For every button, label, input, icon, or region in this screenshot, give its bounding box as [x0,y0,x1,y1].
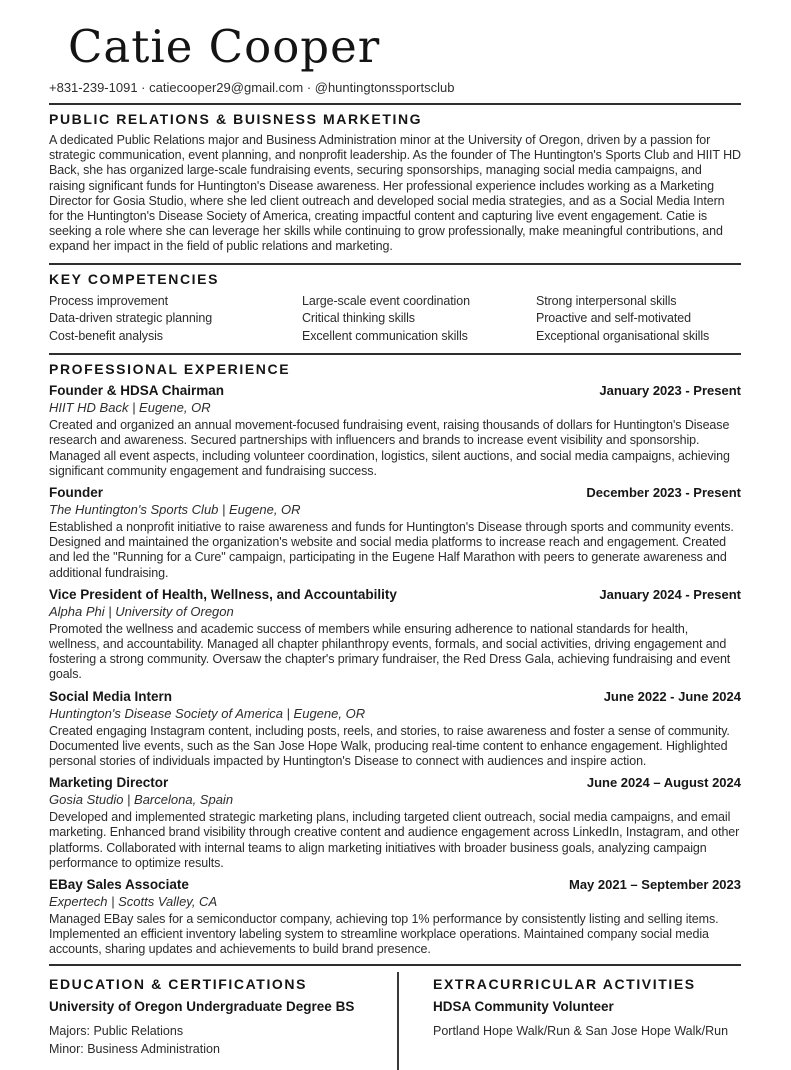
job-company: Expertech | Scotts Valley, CA [49,893,218,909]
education-degree: University of Oregon Undergraduate Degree BS [49,998,355,1014]
competency-item: Strong interpersonal skills [536,293,677,308]
job-title: Vice President of Health, Wellness, and Accountability [49,586,397,602]
job-list [49,383,741,957]
job-company: Alpha Phi | University of Oregon [49,603,234,619]
competency-item: Proactive and self-motivated [536,311,691,326]
divider-bottom [49,964,741,966]
job-description: Created and organized an annual movement-focused fundraising event, raising thousands of dollars for Huntington's Disease research and awareness. Secured partnerships with influencers and brands to increase event visibility and sponsorship. Managed all event aspects, including volunteer coordination, logistics, silent auctions, and social media campaigns, achieving significant community engagement and fundraising success. [49,418,730,478]
education-section [49,972,399,1070]
competencies-grid [49,293,741,346]
job-header [49,689,741,705]
job-date: December 2023 - Present [586,484,741,500]
job-header [49,485,741,501]
competency-item: Critical thinking skills [302,311,415,326]
job-company: The Huntington's Sports Club | Eugene, OR [49,501,301,517]
competencies-section [49,271,741,346]
job-date: January 2023 - Present [599,383,741,399]
competencies-column-1 [49,293,302,346]
job-description: Developed and implemented strategic marketing plans, including targeted client outreach, social media campaigns, and email marketing. Enhanced brand visibility through creative content and audience engagement across LinkedIn, Instagram, and other platforms. Collaborated with internal teams to align marketing initiatives with broader business goals, analyzing campaign performance to optimize results. [49,810,740,870]
job-title: Founder & HDSA Chairman [49,383,225,399]
job-header [49,587,741,603]
competencies-column-2 [302,293,536,346]
extracurricular-heading: EXTRACURRICULAR ACTIVITIES [433,975,696,992]
job-title: EBay Sales Associate [49,876,189,892]
job-header [49,877,741,893]
competency-item: Process improvement [49,293,168,308]
divider-top [49,103,741,105]
job-title: Marketing Director [49,775,169,791]
competency-item: Data-driven strategic planning [49,311,213,326]
competencies-heading: KEY COMPETENCIES [49,270,220,287]
education-major: Majors: Public Relations [49,1023,184,1038]
job-header [49,383,741,399]
competency-item: Excellent communication skills [302,328,468,343]
person-name: Catie Cooper [68,20,381,73]
job-entry [49,383,741,479]
job-company: Gosia Studio | Barcelona, Spain [49,792,234,808]
experience-section [49,361,741,957]
profile-summary: A dedicated Public Relations major and Business Administration minor at the University of Oregon, driven by a passion for strategic communication, event planning, and nonprofit leadership. As the founder of The Huntington's Sports Club and HIIT HD Back, she has organized large-scale fundraising events, securing sponsorships, managing social media campaigns, and raising significant funds for Huntington's Disease awareness. Her professional experience includes working as a Marketing Director for Gosia Studio, where she led client outreach and developed social media strategies, and as a Social Media Intern for the Huntington's Disease Society of America, creating impactful content and capturing live event engagement. Catie is seeking a role where she can leverage her skills while continuing to grow professionally, make meaningful contributions, and expand her impact in the field of public relations and marketing. [49,133,741,254]
job-title: Founder [49,484,103,500]
bottom-sections [49,972,741,1070]
job-entry [49,877,741,958]
competency-item: Exceptional organisational skills [536,328,710,343]
extracurricular-section [399,972,741,1070]
education-minor: Minor: Business Administration [49,1041,220,1056]
job-header [49,775,741,791]
divider-experience [49,353,741,355]
job-date: June 2024 – August 2024 [586,775,741,791]
job-entry [49,689,741,770]
job-date: May 2021 – September 2023 [569,876,741,892]
extracurricular-role: HDSA Community Volunteer [433,998,614,1014]
contact-line: +831-239-1091 · catiecooper29@gmail.com · @huntingtonssportsclub [49,80,455,95]
competencies-column-3 [536,293,741,346]
competency-item: Cost-benefit analysis [49,328,163,343]
job-entry [49,775,741,871]
education-heading: EDUCATION & CERTIFICATIONS [49,975,308,992]
extracurricular-detail: Portland Hope Walk/Run & San Jose Hope Walk/Run [433,1023,729,1038]
job-title: Social Media Intern [49,688,173,704]
job-company: Huntington's Disease Society of America | Eugene, OR [49,705,366,721]
divider-competencies [49,263,741,265]
job-entry [49,587,741,683]
competency-item: Large-scale event coordination [302,293,470,308]
job-description: Created engaging Instagram content, including posts, reels, and stories, to raise awareness and foster a sense of community. Documented live events, such as the San Jose Hope Walk, producing real-time content to enhance engagement. Highlighted personal stories of individuals impacted by Huntington's Disease to connect with audiences and inspire action. [49,723,730,768]
job-description: Promoted the wellness and academic success of members while ensuring adherence to national standards for health, wellness, and accountability. Managed all chapter philanthropy events, formals, and social activities, driving engagement and fostering a strong community. Oversaw the chapter's primary fundraiser, the Red Dress Gala, achieving fundraising and event goals. [49,621,731,682]
job-date: June 2022 - June 2024 [603,688,741,704]
job-entry [49,485,741,581]
job-description: Managed EBay sales for a semiconductor company, achieving top 1% performance by consistently listing and selling items. Implemented an efficient inventory labeling system to streamline workplace operations. Maintained company social media accounts, sharing updates and achievements to build brand presence. [49,911,719,957]
job-description: Established a nonprofit initiative to raise awareness and funds for Huntington's Disease through sports and community events. Designed and maintained the organization's website and social media platforms to increase reach and engagement. Created and led the "Running for a Cure" campaign, participating in the Eugene Half Marathon with peers to generate awareness and additional fundraising. [49,519,734,580]
job-date: January 2024 - Present [599,586,741,602]
job-company: HIIT HD Back | Eugene, OR [49,400,211,416]
experience-heading: PROFESSIONAL EXPERIENCE [49,361,291,378]
profile-section [49,111,741,255]
profile-heading: PUBLIC RELATIONS & BUISNESS MARKETING [49,111,423,127]
